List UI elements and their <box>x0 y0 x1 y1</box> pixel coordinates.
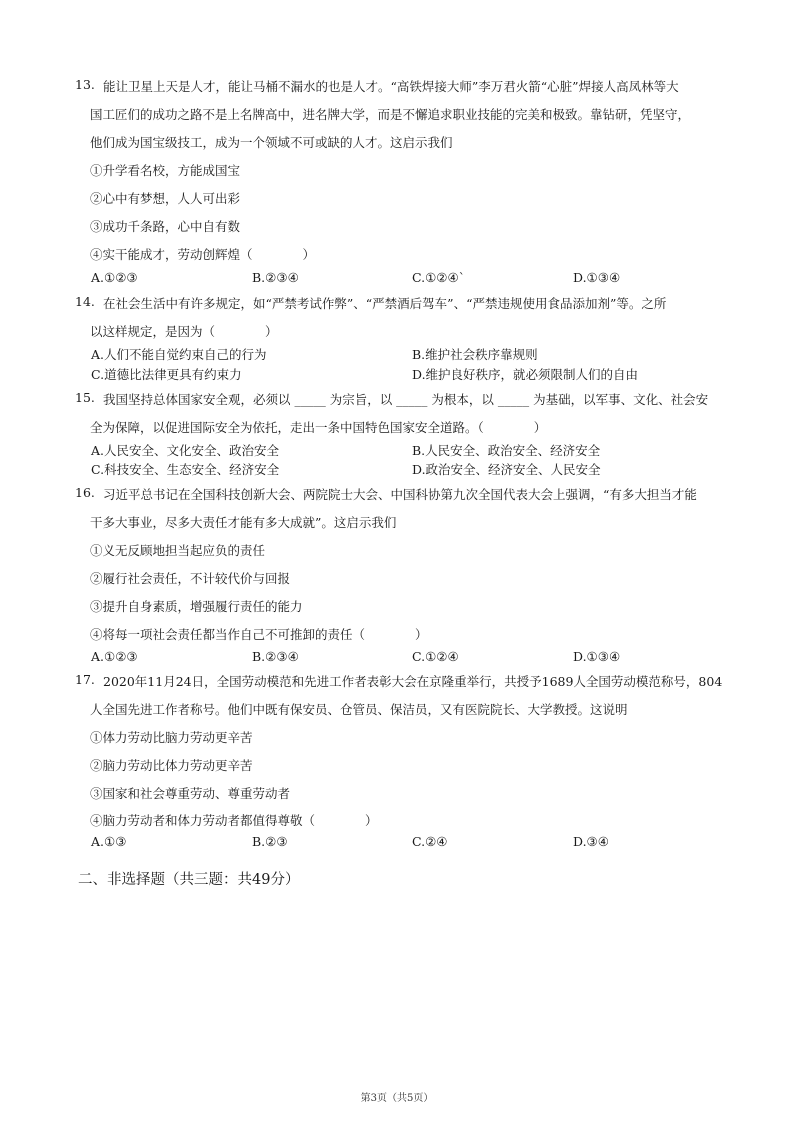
question-stem-line: 人全国先进工作者称号。他们中既有保安员、仓管员、保洁员，又有医院院长、大学教授。这说明 <box>90 702 628 717</box>
question-stem-line: 能让卫星上天是人才，能让马桶不漏水的也是人才。“高铁焊接大师”李万君火箭“心脏”焊接人高凤林等大 <box>103 79 679 94</box>
choice-d[interactable]: D.③④ <box>573 834 609 849</box>
choice-a[interactable]: A.人们不能自觉约束自己的行为 <box>91 347 267 362</box>
choice-b[interactable]: B.②③④ <box>252 649 299 664</box>
question-stem-line: 习近平总书记在全国科技创新大会、两院院士大会、中国科协第九次全国代表大会上强调，“有多大担当才能 <box>103 487 697 502</box>
choice-b[interactable]: B.人民安全、政治安全、经济安全 <box>412 443 601 458</box>
statement-item: ③提升自身素质，增强履行责任的能力 <box>90 599 303 614</box>
statement-item: ②履行社会责任，不计较代价与回报 <box>90 571 291 586</box>
statement-item: ②心中有梦想，人人可出彩 <box>90 191 241 206</box>
choice-c[interactable]: C.②④ <box>412 834 448 849</box>
page-footer: 第3页（共5页） <box>360 1093 434 1104</box>
section-heading: 二、非选择题（共三题：共49分） <box>78 872 300 888</box>
choice-d[interactable]: D.政治安全、经济安全、人民安全 <box>412 462 601 477</box>
statement-item: ③成功千条路，心中自有数 <box>90 219 241 234</box>
choice-b[interactable]: B.维护社会秩序靠规则 <box>412 347 538 362</box>
statement-item: ③国家和社会尊重劳动、尊重劳动者 <box>90 786 291 801</box>
question-stem-line: 我国坚持总体国家安全观，必须以 _____ 为宗旨，以 _____ 为根本，以 _____ 为基础，以军事、文化、社会安 <box>103 392 709 407</box>
choice-c[interactable]: C.科技安全、生态安全、经济安全 <box>91 462 280 477</box>
statement-item: ①体力劳动比脑力劳动更辛苦 <box>90 730 253 745</box>
question-stem-line: 他们成为国宝级技工，成为一个领域不可或缺的人才。这启示我们 <box>90 135 453 150</box>
choice-c[interactable]: C.①②④` <box>412 270 465 285</box>
question-stem-line: 以这样规定，是因为（ ） <box>90 324 278 339</box>
question-stem-line: 在社会生活中有许多规定，如“严禁考试作弊”、“严禁酒后驾车”、“严禁违规使用食品添加剂”等。之所 <box>103 296 667 311</box>
choice-b[interactable]: B.②③④ <box>252 270 299 285</box>
question-stem-line: 干多大事业，尽多大责任才能有多大成就”。这启示我们 <box>90 515 397 530</box>
question-number: 13. <box>75 77 95 92</box>
choice-d[interactable]: D.①③④ <box>573 270 621 285</box>
choice-a[interactable]: A.人民安全、文化安全、政治安全 <box>91 443 280 458</box>
question-stem-line: 2020年11月24日，全国劳动模范和先进工作者表彰大会在京隆重举行，共授予1689人全国劳动模范称号，804 <box>103 674 723 689</box>
question-number: 17. <box>75 672 95 687</box>
choice-b[interactable]: B.②③ <box>252 834 288 849</box>
statement-item: ④实干能成才，劳动创辉煌（ ） <box>90 247 316 262</box>
statement-item: ④脑力劳动者和体力劳动者都值得尊敬（ ） <box>90 813 378 828</box>
choice-c[interactable]: C.①②④ <box>412 649 459 664</box>
statement-item: ①升学看名校，方能成国宝 <box>90 163 241 178</box>
question-number: 14. <box>75 294 95 309</box>
statement-item: ②脑力劳动比体力劳动更辛苦 <box>90 758 253 773</box>
choice-a[interactable]: A.①③ <box>91 834 127 849</box>
choice-a[interactable]: A.①②③ <box>91 270 138 285</box>
question-stem-line: 国工匠们的成功之路不是上名牌高中，进名牌大学，而是不懈追求职业技能的完美和极致。靠钻研，凭坚守， <box>90 107 691 122</box>
choice-a[interactable]: A.①②③ <box>91 649 138 664</box>
choice-d[interactable]: D.维护良好秩序，就必须限制人们的自由 <box>412 367 639 382</box>
statement-item: ①义无反顾地担当起应负的责任 <box>90 543 266 558</box>
question-stem-line: 全为保障，以促进国际安全为依托，走出一条中国特色国家安全道路。（ ） <box>90 420 547 435</box>
choice-c[interactable]: C.道德比法律更具有约束力 <box>91 367 242 382</box>
statement-item: ④将每一项社会责任都当作自己不可推卸的责任（ ） <box>90 627 428 642</box>
question-number: 16. <box>75 485 95 500</box>
choice-d[interactable]: D.①③④ <box>573 649 621 664</box>
question-number: 15. <box>75 390 95 405</box>
